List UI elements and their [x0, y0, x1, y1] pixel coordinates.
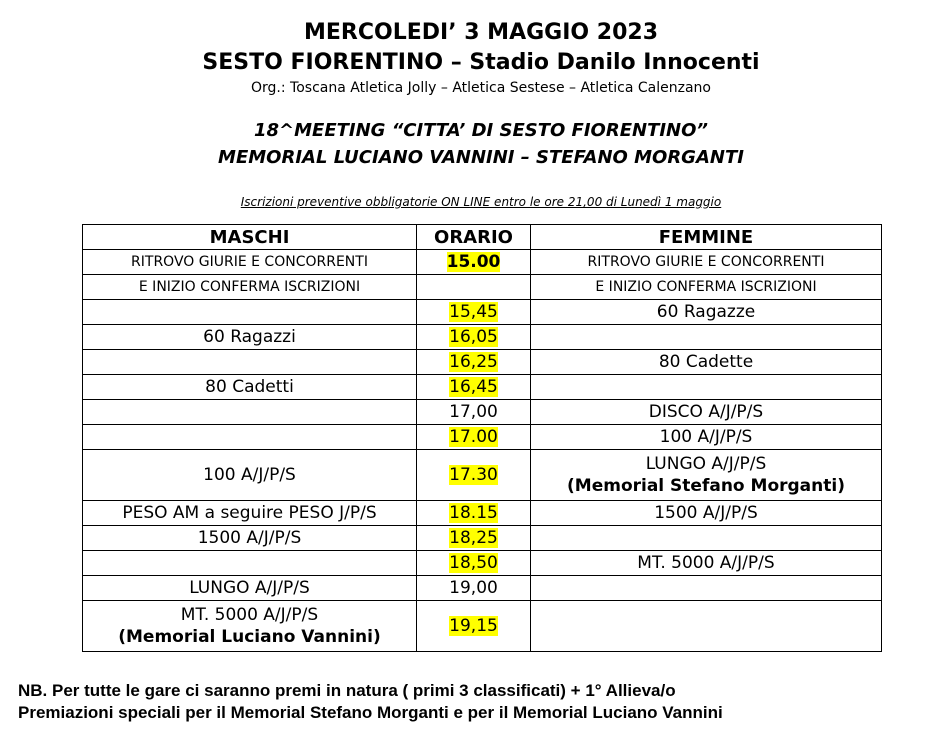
- cell-text: LUNGO A/J/P/S: [189, 578, 310, 598]
- maschi-cell: [83, 325, 417, 350]
- orario-cell: [417, 425, 531, 450]
- maschi-cell: [83, 375, 417, 400]
- orario-cell: [417, 501, 531, 526]
- cell-text: 17,00: [449, 402, 498, 422]
- femmine-cell: [531, 400, 882, 425]
- maschi-cell: [83, 576, 417, 601]
- femmine-cell: [531, 375, 882, 400]
- orario-cell: [417, 601, 531, 652]
- maschi-cell: [83, 275, 417, 300]
- cell-text: 1500 A/J/P/S: [197, 528, 302, 548]
- maschi-cell: [83, 601, 417, 652]
- cell-text: RITROVO GIURIE E CONCORRENTI: [131, 254, 368, 270]
- cell-text: 16,25: [449, 352, 498, 372]
- maschi-cell: [83, 526, 417, 551]
- maschi-cell: [83, 551, 417, 576]
- table-row: [83, 425, 882, 450]
- maschi-cell: [83, 400, 417, 425]
- cell-text: MT. 5000 A/J/P/S: [180, 605, 319, 625]
- cell-text: 80 Cadetti: [205, 377, 294, 397]
- table-row: [83, 325, 882, 350]
- femmine-cell: [531, 576, 882, 601]
- registration-note: Iscrizioni preventive obbligatorie ON LINE entro le ore 21,00 di Lunedì 1 maggio: [240, 195, 722, 209]
- schedule-table: [82, 224, 882, 652]
- cell-text: 1500 A/J/P/S: [654, 503, 758, 523]
- cell-text: RITROVO GIURIE E CONCORRENTI: [587, 254, 825, 270]
- cell-text: 16,05: [449, 327, 498, 347]
- femmine-cell: [531, 425, 882, 450]
- meeting-title: 18^MEETING “CITTA’ DI SESTO FIORENTINO”: [253, 120, 709, 141]
- table-row: [83, 275, 882, 300]
- table-row: [83, 526, 882, 551]
- maschi-cell: [83, 450, 417, 501]
- cell-text: 19,15: [449, 616, 498, 636]
- cell-text: 19,00: [449, 578, 498, 598]
- event-date: MERCOLEDI’ 3 MAGGIO 2023: [304, 20, 658, 45]
- orario-cell: [417, 400, 531, 425]
- table-row: [83, 400, 882, 425]
- table-row: [83, 551, 882, 576]
- event-venue: SESTO FIORENTINO – Stadio Danilo Innocenti: [202, 50, 760, 75]
- table-row: [83, 300, 882, 325]
- cell-text: MT. 5000 A/J/P/S: [637, 553, 775, 573]
- femmine-cell: [531, 250, 882, 275]
- orario-cell: [417, 250, 531, 275]
- header-orario: ORARIO: [417, 225, 531, 250]
- maschi-cell: [83, 350, 417, 375]
- orario-cell: [417, 450, 531, 501]
- cell-text: 100 A/J/P/S: [203, 465, 296, 485]
- memorial-title: MEMORIAL LUCIANO VANNINI – STEFANO MORGANTI: [218, 147, 744, 168]
- table-row: [83, 501, 882, 526]
- cell-text: 18,50: [449, 553, 498, 573]
- cell-text: 18.15: [449, 503, 498, 523]
- orario-cell: [417, 325, 531, 350]
- memorial-label: (Memorial Stefano Morganti): [567, 476, 845, 496]
- orario-cell: [417, 375, 531, 400]
- cell-text: PESO AM a seguire PESO J/P/S: [122, 503, 377, 523]
- femmine-cell: [531, 300, 882, 325]
- cell-text: 60 Ragazzi: [203, 327, 296, 347]
- cell-text: 18,25: [449, 528, 498, 548]
- cell-text: 100 A/J/P/S: [659, 427, 753, 447]
- maschi-cell: [83, 501, 417, 526]
- orario-cell: [417, 526, 531, 551]
- cell-text: E INIZIO CONFERMA ISCRIZIONI: [138, 279, 361, 295]
- femmine-cell: [531, 350, 882, 375]
- cell-text: E INIZIO CONFERMA ISCRIZIONI: [595, 279, 817, 295]
- table-row: [83, 450, 882, 501]
- cell-text: LUNGO A/J/P/S: [645, 454, 767, 474]
- femmine-cell: [531, 501, 882, 526]
- cell-text: 60 Ragazze: [656, 302, 756, 322]
- table-row: [83, 375, 882, 400]
- cell-text: DISCO A/J/P/S: [648, 402, 764, 422]
- orario-cell: [417, 576, 531, 601]
- maschi-cell: [83, 250, 417, 275]
- maschi-cell: [83, 425, 417, 450]
- cell-text: 15.00: [446, 252, 501, 272]
- femmine-cell: [531, 325, 882, 350]
- footer-line-2: Premiazioni speciali per il Memorial Stefano Morganti e per il Memorial Luciano Vannini: [18, 703, 723, 722]
- footer-line-1: NB. Per tutte le gare ci saranno premi in natura ( primi 3 classificati) + 1° Allieva/o: [18, 681, 676, 700]
- orario-cell: [417, 551, 531, 576]
- table-row: [83, 350, 882, 375]
- maschi-cell: [83, 300, 417, 325]
- memorial-label: (Memorial Luciano Vannini): [118, 627, 381, 647]
- femmine-cell: [531, 450, 882, 501]
- table-row: [83, 601, 882, 652]
- orario-cell: [417, 275, 531, 300]
- femmine-cell: [531, 526, 882, 551]
- cell-text: 16,45: [449, 377, 498, 397]
- femmine-cell: [531, 601, 882, 652]
- cell-text: 15,45: [449, 302, 498, 322]
- cell-text: 17.00: [449, 427, 498, 447]
- header-maschi: MASCHI: [83, 225, 417, 250]
- footer-notes: [18, 680, 723, 724]
- orario-cell: [417, 350, 531, 375]
- header-femmine: FEMMINE: [531, 225, 882, 250]
- table-row: [83, 250, 882, 275]
- organizers: Org.: Toscana Atletica Jolly – Atletica Sestese – Atletica Calenzano: [251, 80, 711, 96]
- cell-text: 17.30: [449, 465, 498, 485]
- femmine-cell: [531, 275, 882, 300]
- cell-text: 80 Cadette: [658, 352, 754, 372]
- table-row: [83, 576, 882, 601]
- orario-cell: [417, 300, 531, 325]
- femmine-cell: [531, 551, 882, 576]
